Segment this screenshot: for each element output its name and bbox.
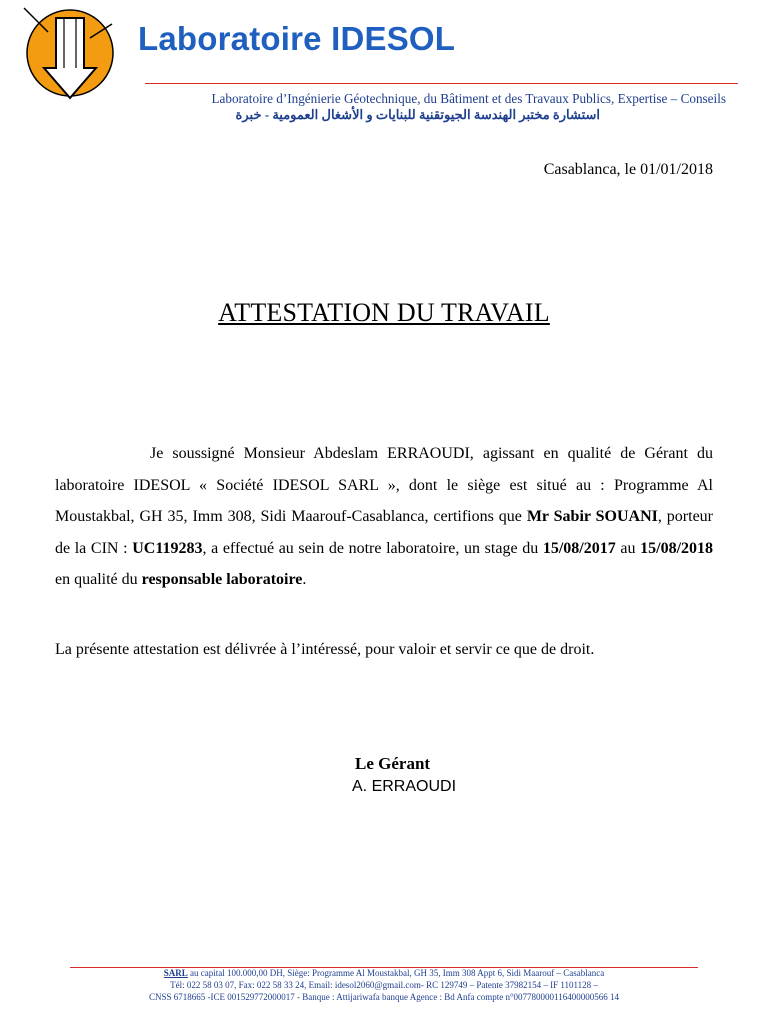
document-title: ATTESTATION DU TRAVAIL [218,298,550,327]
footer-line-1-text: au capital 100.000,00 DH, Siège: Programme Al Moustakbal, GH 35, Imm 308 Appt 6, Sidi Maarouf – Casablanca [187,968,605,978]
employee-name: Mr Sabir SOUANI [526,508,658,525]
start-date: 15/08/2017 [542,539,616,557]
lab-subtitle-fr: Laboratoire d’Ingénierie Géotechnique, du Bâtiment et des Travaux Publics, Expertise – Conseils [211,91,726,106]
body-text-6: . [302,571,307,588]
body-text-3: , a effectué au sein de notre laboratoire, un stage du [202,539,543,557]
position-title: responsable laboratoire [141,571,303,588]
idesol-logo [12,6,122,106]
place-date: Casablanca, le 01/01/2018 [543,161,713,178]
body-text-1: Je soussigné Monsieur Abdeslam ERRAOUDI, agissant en qualité de Gérant du laboratoire IDESOL « Société IDESOL SARL », dont le siège est situé au : Programme Al Moustakbal, GH 35, Imm 308, Sidi Maarouf-Casablanca, certifions que [55,445,713,525]
footer-line-3: CNSS 6718665 -ICE 001529772000017 - Banque : Attijariwafa banque Agence : Bd Anfa compte n°007780000116400000566 14 [149,992,619,1002]
footer-line-1 [55,968,713,978]
cin-number: UC119283 [132,539,203,557]
attestation-body [55,438,713,596]
body-text-5: en qualité du [55,571,142,588]
closing-statement: La présente attestation est délivrée à l’intéressé, pour valoir et servir ce que de droit. [55,641,595,658]
body-text-4: au [615,539,641,557]
body-text-2: , porteur de la CIN : [55,508,714,557]
lab-subtitle-ar: استشارة مختبر الهندسة الجيوتقنية للبنايات و الأشغال العمومية - خبرة [235,107,600,122]
footer-line-2: Tél: 022 58 03 07, Fax: 022 58 33 24, Email: idesol2060@gmail.com- RC 129749 – Patente 37982154 – IF 1101128 – [170,980,598,990]
lab-title: Laboratoire IDESOL [138,20,456,57]
header-divider [145,83,738,84]
signature-role: Le Gérant [355,754,431,773]
signature-name: A. ERRAOUDI [352,778,457,795]
end-date: 15/08/2018 [640,539,714,557]
footer-sarl: SARL [163,968,188,978]
